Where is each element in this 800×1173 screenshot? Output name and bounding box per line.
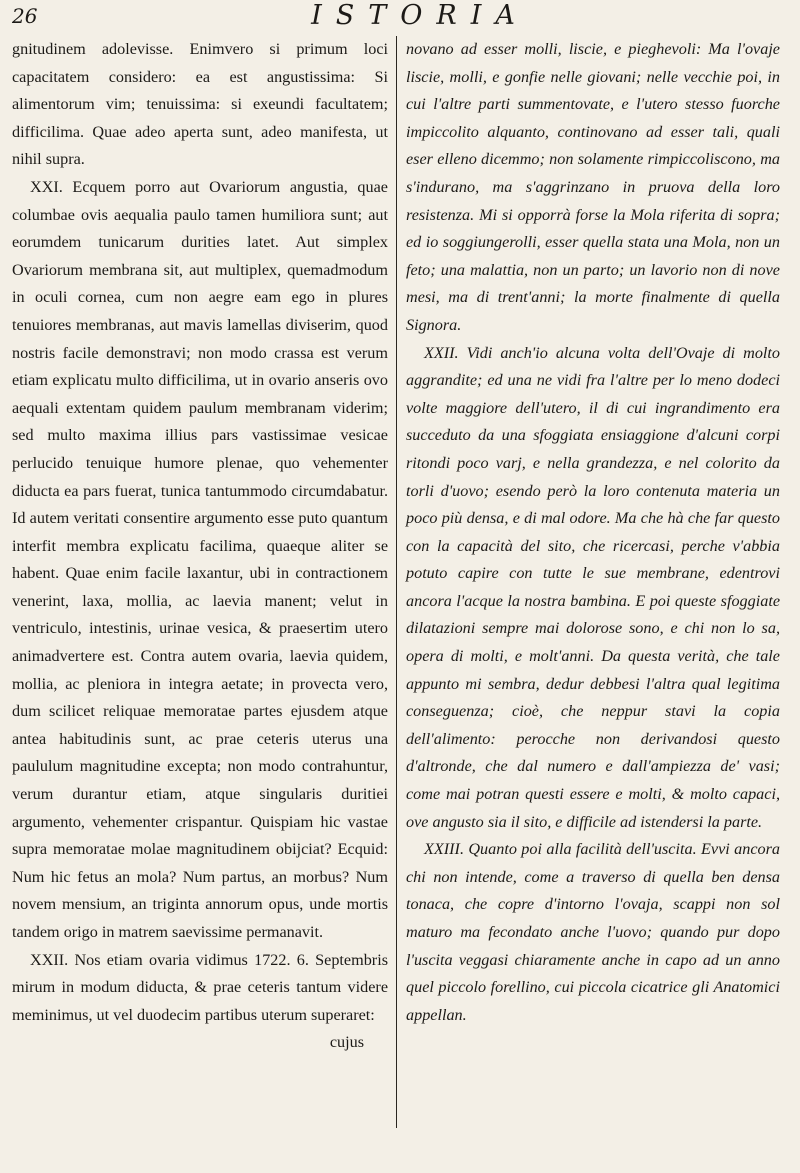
column-divider	[396, 36, 397, 1128]
latin-column	[12, 36, 388, 1166]
italian-section-22: XXII. Vidi anch'io alcuna volta dell'Ovaje di molto aggrandite; ed una ne vidi fra l'altre per lo meno dodeci volte maggiore dell'utero, il di cui ingrandimento era succeduto da una sfoggiata ensiaggione d'alcuni corpi ritondi poco varj, e nella grandezza, e nel colorito da torli d'uovo; esendo però la loro contenuta materia un poco più densa, e di mal odore. Ma che hà che far questo con la capacità del sito, che ricercasi, perche v'abbia potuto capire con tutte le sue membrane, edentrovi ancora l'acque la nostra bambina. E poi queste sfoggiate dilatazioni sempre mai dolorose sono, e chi non lo sa, opera di molti, e molt'anni. Da questa verità, che tale appunto mi sembra, dedur debbesi l'altra qual legitima conseguenza; cioè, che neppur stavi la copia dell'alimento: perocche non derivandosi questo d'altronde, che dal numero e dall'ampiezza de' vasi; come mai potran questi essere e molti, & molto capaci, ove angusto sia il sito, e difficile ad istendersi la parte.	[406, 343, 780, 831]
page-number: 26	[12, 4, 38, 28]
running-head: ISTORIA	[311, 0, 529, 31]
italian-column	[406, 36, 780, 1166]
catchword: cujus	[329, 1033, 364, 1052]
italian-section-23: XXIII. Quanto poi alla facilità dell'uscita. Evvi ancora chi non intende, come a traverso di quella ben densa tonaca, che copre d'intorno l'ovaja, scappi non sol maturo ma fecondato anche l'uovo; quando pur dopo l'uscita veggasi chiaramente anche in capo ad un anno quel piccolo forellino, cui piccola cicatrice gli Anatomici appellan.	[406, 840, 780, 1024]
latin-paragraph: gnitudinem adolevisse. Enimvero si primum loci capacitatem considero: ea est angustissima: Si alimentorum vim; tenuissima: si exeundi facultatem; difficilima. Quae adeo aperta sunt, adeo manifesta, ut nihil supra.	[12, 40, 388, 169]
latin-section-21: XXI. Ecquem porro aut Ovariorum angustia, quae columbae ovis aequalia paulo tamen humiliora sunt; aut eorumdem tunicarum durities latet. Aut simplex Ovariorum membrana sit, aut multiplex, quemadmodum in oculi cornea, cum non aegre eam ego in plures tenuiores membranas, aut mavis lamellas diviserim, quod nostris facile demonstravi; non modo crassa est verum etiam explicatu multo difficilima, ut in ovario anseris ovo aequali extentam quidem paulum membranam viderim; sed multo maxima illius pars vastissimae vesicae perlucido tenuique humore plenae, quo vehementer diducta ea pars fuerat, tunica tantummodo circumdabatur. Id autem veritati consentire argumento esse puto quantum interfit membra explicatu facilima, quaeque aliter se habent. Quae enim facile laxantur, ubi in contractionem venerint, laxa, mollia, ac laevia manent; velut in ventriculo, intestinis, urinae vesica, & praesertim utero animadvertere est. Contra autem ovaria, laevia quidem, mollia, ac pleniora in integra aetate; in provecta vero, dum scilicet reliquae memoratae partes ejusdem atque antea habitudinis sunt, ac prae ceteris uterus una paululum magnitudine excepta; non modo contrahuntur, verum durantur etiam, atque singularis duritiei argumento, vehementer crispantur. Quispiam hic vastae supra memoratae molae magnitudinem obijciat? Ecquid: Num hic fetus an mola? Num partus, an morbus? Num novem mensium, an triginta annorum opus, unde mortis tandem origo in matrem saevissime permanavit.	[12, 177, 388, 941]
italian-paragraph: novano ad esser molli, liscie, e pieghevoli: Ma l'ovaje liscie, molli, e gonfie nelle giovani; nelle vecchie poi, in cui l'altre parti summentovate, e l'utero stesso fuorche impiccolito alquanto, continovano ad esser tali, quali eser elleno dicemmo; non solamente rimpiccoliscono, ma s'indurano, ma s'aggrinzano in pruova della loro resistenza. Mi si opporrà forse la Mola riferita di sopra; ed io soggiungerolli, esser quella stata una Mola, non un feto; una malattia, non un parto; un lavorio non di nove mesi, ma di trent'anni; la morte finalmente di quella Signora.	[406, 40, 780, 334]
latin-section-22: XXII. Nos etiam ovaria vidimus 1722. 6. Septembris mirum in modum diducta, & prae ceteris tantum videre meminimus, ut vel duodecim partibus uterum superaret:	[12, 950, 388, 1024]
